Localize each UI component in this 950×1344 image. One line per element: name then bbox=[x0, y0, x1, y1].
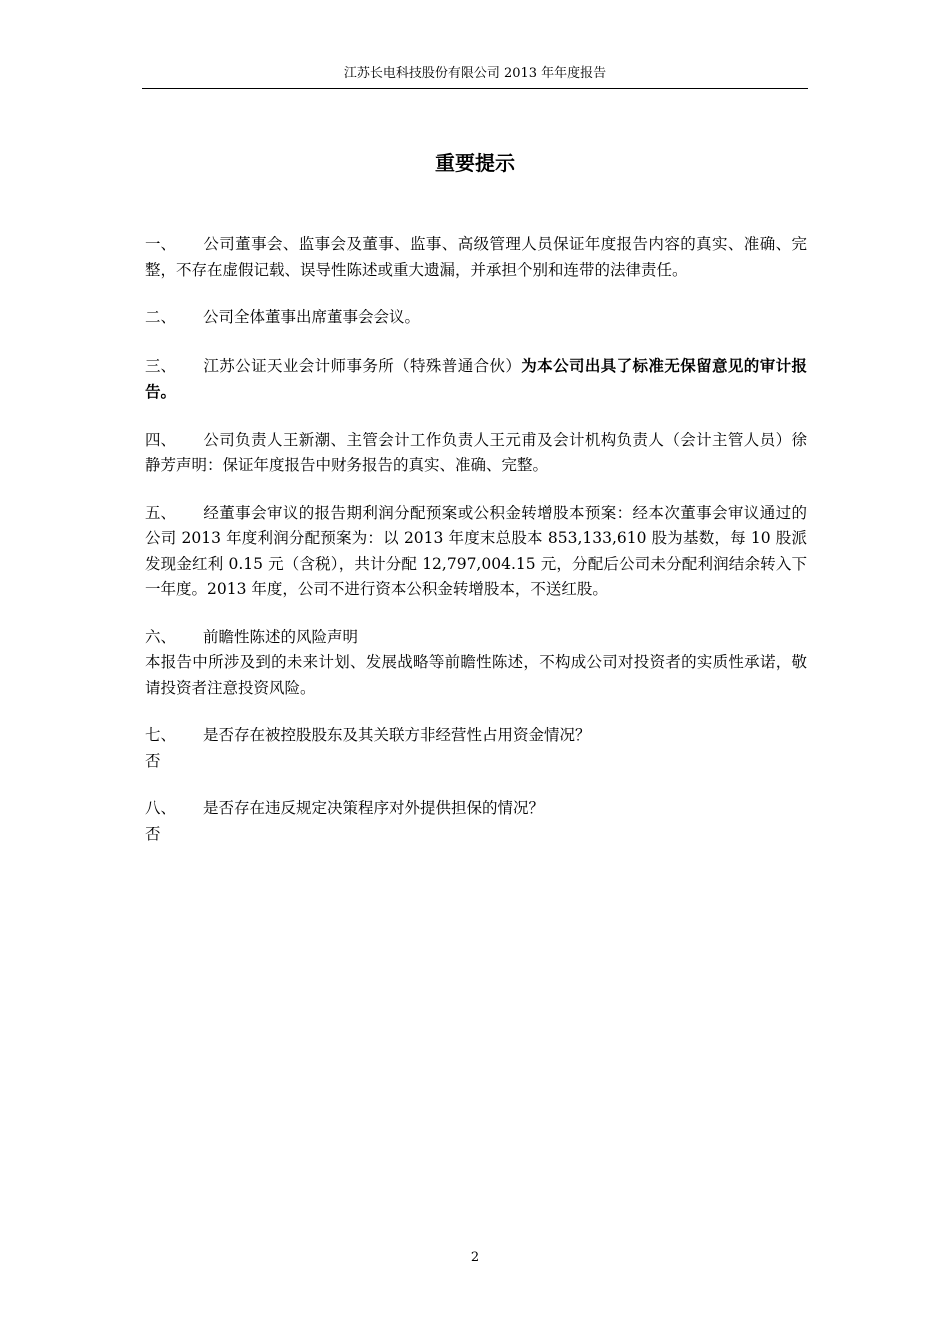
item-7 bbox=[145, 723, 807, 774]
item-text: 公司全体董事出席董事会会议。 bbox=[203, 308, 421, 326]
item-text: 江苏公证天业会计师事务所（特殊普通合伙） bbox=[203, 356, 522, 375]
page-title: 重要提示 bbox=[435, 151, 515, 175]
page-number: 2 bbox=[470, 1250, 480, 1265]
item-6 bbox=[145, 625, 807, 702]
item-text: 公司负责人王新潮、主管会计工作负责人王元甫及会计机构负责人（会计主管人员）徐静芳声明：保证年度报告中财务报告的真实、准确、完整。 bbox=[145, 430, 807, 474]
item-8 bbox=[145, 796, 807, 847]
item-number: 四、 bbox=[145, 430, 177, 449]
item-text: 是否存在违反规定决策程序对外提供担保的情况？ bbox=[203, 799, 545, 817]
item-detail: 本报告中所涉及到的未来计划、发展战略等前瞻性陈述，不构成公司对投资者的实质性承诺，敬请投资者注意投资风险。 bbox=[145, 653, 807, 697]
item-number: 八、 bbox=[145, 799, 177, 817]
item-text-bold: 为本公司出具了标准无保留意见的审计报告。 bbox=[145, 355, 807, 401]
item-text: 公司董事会、监事会及董事、监事、高级管理人员保证年度报告内容的真实、准确、完整，不存在虚假记载、误导性陈述或重大遗漏，并承担个别和连带的法律责任。 bbox=[145, 235, 807, 279]
item-answer: 否 bbox=[145, 751, 161, 770]
item-3 bbox=[145, 353, 807, 406]
document-body bbox=[145, 232, 807, 869]
item-text: 经董事会审议的报告期利润分配预案或公积金转增股本预案：经本次董事会审议通过的公司 2013 年度利润分配预案为：以 2013 年度末总股本 853,133,610 股为基数，每 10 股派发现金红利 0.15 元（含税），共计分配 12,797,004.15 元，分配后公司未分配利润结余转入下一年度。2013 年度，公司不进行资本公积金转增股本，不送红股。 bbox=[145, 503, 807, 598]
item-number: 七、 bbox=[145, 726, 177, 744]
header-rule bbox=[142, 88, 808, 89]
item-answer: 否 bbox=[145, 824, 161, 843]
item-number: 五、 bbox=[145, 503, 177, 522]
item-number: 六、 bbox=[145, 627, 177, 646]
page-header: 江苏长电科技股份有限公司 2013 年年度报告 bbox=[343, 66, 607, 81]
item-text: 是否存在被控股股东及其关联方非经营性占用资金情况？ bbox=[203, 726, 591, 744]
item-text: 前瞻性陈述的风险声明 bbox=[203, 627, 359, 646]
item-number: 一、 bbox=[145, 235, 177, 253]
item-number: 三、 bbox=[145, 356, 177, 375]
item-4 bbox=[145, 428, 807, 479]
item-2 bbox=[145, 305, 807, 331]
item-1 bbox=[145, 232, 807, 283]
item-5 bbox=[145, 501, 807, 603]
item-number: 二、 bbox=[145, 308, 177, 326]
